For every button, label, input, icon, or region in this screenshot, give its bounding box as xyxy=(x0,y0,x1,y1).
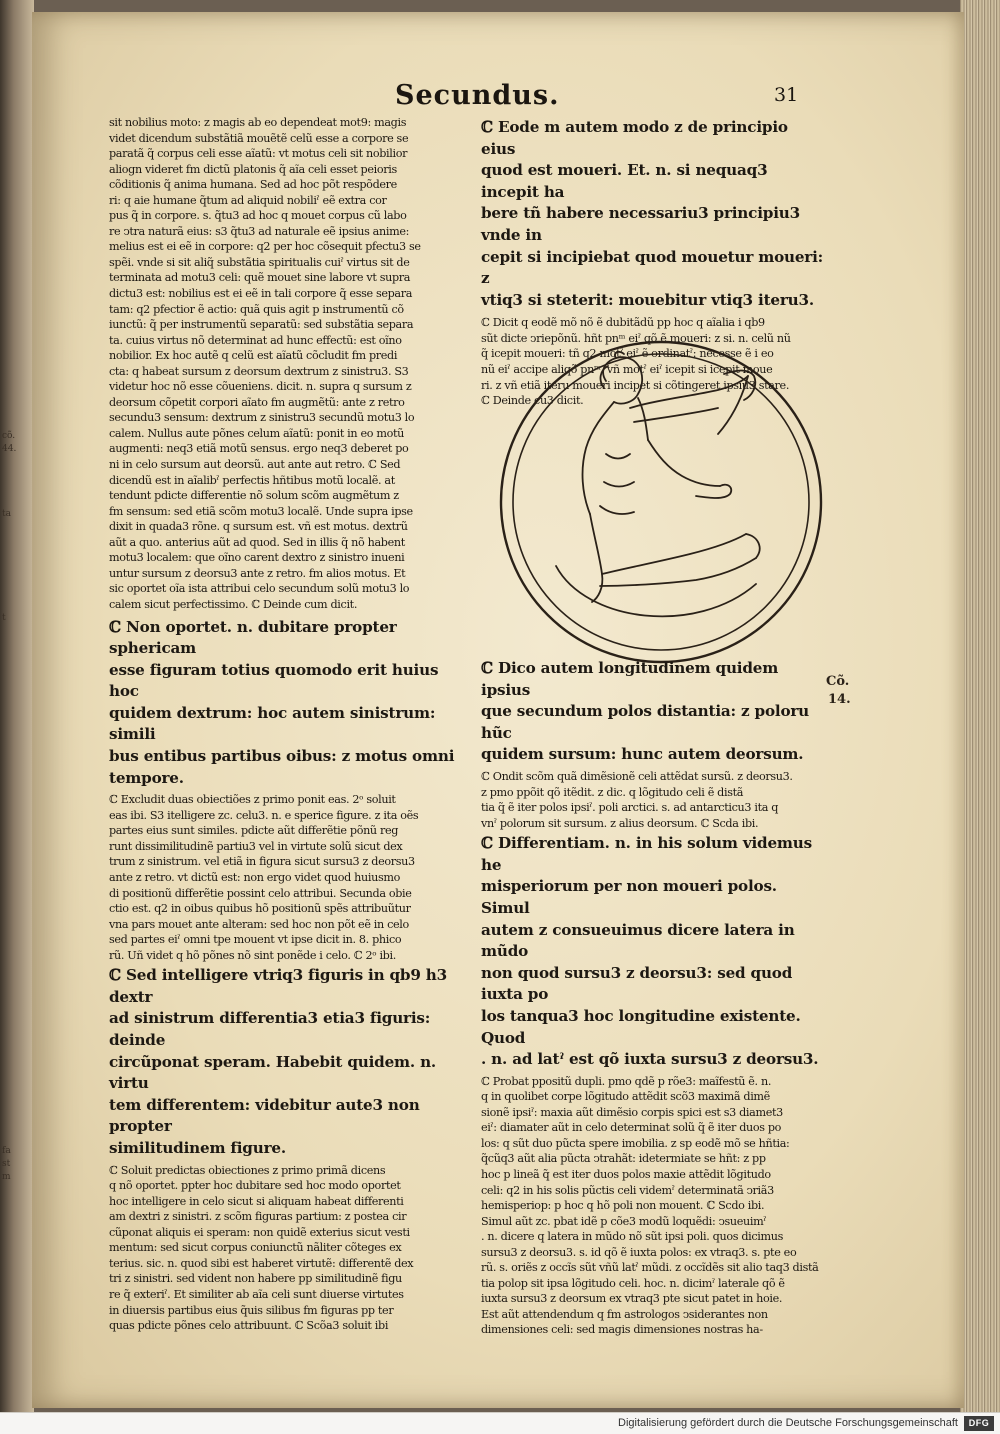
text-line: autem z consueuimus dicere latera in mũdo xyxy=(481,920,795,961)
text-line: cepit si incipiebat quod mouetur moueri: z xyxy=(481,247,824,288)
text-line: partes eius sunt similes. pdicte aũt differẽtie põnũ reg xyxy=(109,824,399,838)
text-line: aũt a quo. anterius aũt ad quod. Sed in illis q̃ nõ habent xyxy=(109,535,405,549)
text-line: hoc intelligere in celo sicut si aliquam habeat differenti xyxy=(109,1194,404,1208)
human-figure xyxy=(556,352,760,616)
text-line: . n. ad latˀ est qõ iuxta sursu3 z deorsu3. xyxy=(481,1050,819,1069)
text-line: untur sursum z deorsu3 ante z retro. fm alios motus. Et xyxy=(109,566,406,580)
text-line: sursu3 z deorsu3. s. id qõ ẽ iuxta polos: ex vtraq3. s. pte eo xyxy=(481,1245,797,1259)
text-line: augmenti: neq3 etiã motũ sensus. ergo neq3 deberet po xyxy=(109,442,409,456)
text-line: bus entibus partibus oibus: z motus omni xyxy=(109,747,455,766)
text-line: sit nobilius moto: z magis ab eo dependeat mot9: magis xyxy=(109,116,407,129)
text-line: ℂ Soluit predictas obiectiones z primo primã dicens xyxy=(109,1163,386,1177)
text-line: quod est moueri. Et. n. si nequaq3 incepit ha xyxy=(481,161,768,201)
text-line: non quod sursu3 z deorsu3: sed quod iuxta po xyxy=(481,963,793,1004)
text-block xyxy=(481,833,826,1071)
text-line: tempore. xyxy=(109,768,184,787)
text-line: q in quolibet corpe lõgitudo attẽdit scõ3 maximã dimẽ xyxy=(481,1090,770,1104)
text-line: que secundum polos distantia: z poloru hũc xyxy=(481,702,810,742)
text-line: ta. cuius virtus nõ determinat ad hunc effectũ: est oĩno xyxy=(109,333,402,347)
text-line: trum z sinistrum. vel etiã in figura sicut sursu3 z deorsu3 xyxy=(109,855,415,869)
margin-note: 14. xyxy=(828,692,851,707)
text-line: ℂ Differentiam. n. in his solum videmus he xyxy=(481,834,812,874)
text-block xyxy=(109,965,464,1159)
margin-note: Cõ. xyxy=(826,674,850,689)
text-line: Est aũt attendendum q fm astrologos ↄsiderantes non xyxy=(481,1307,768,1321)
funding-credit: Digitalisierung gefördert durch die Deutsche Forschungsgemeinschaft xyxy=(618,1417,958,1429)
text-line: di positionũ differẽtie possint celo attribui. Secunda obie xyxy=(109,886,412,900)
text-line: q̃cũq3 aũt alia pũcta ↄtrahãt: idetermiate se hñt: z pp xyxy=(481,1152,766,1166)
text-line: terius. sic. n. quod sibi est haberet virtutẽ: differentẽ dex xyxy=(109,1256,414,1270)
commentary-block xyxy=(481,769,826,831)
text-line: ri. z vñ etiã iteru moueri incipet si cõtingeret ipsiu3 stare. xyxy=(481,378,790,392)
gutter-margin-fragments: cõ. 44. ta t fa st m xyxy=(2,431,17,1182)
text-block xyxy=(481,658,826,766)
text-block xyxy=(109,617,464,790)
text-line: iuxta sursu3 z deorsum ex vtraq3 pte sicut patet in hoie. xyxy=(481,1292,783,1306)
text-line: ℂ Deinde cu3 dicit. xyxy=(481,394,584,408)
text-line: ℂ Ondit scõm quã dimẽsionẽ celi attẽdat sursũ. z deorsu3. xyxy=(481,769,793,783)
text-line: ℂ Sed intelligere vtriq3 figuris in qb9 h3 dextr xyxy=(109,966,448,1006)
text-line: terminata ad motu3 celi: quẽ mouet sine labore vt supra xyxy=(109,271,411,285)
text-line: dixit in quada3 rõne. q sursum est. vñ est motus. dextrũ xyxy=(109,520,408,534)
text-line: rũ. s. oriẽs z occĩs sũt vñũ latˀ mũdi. z occĩdẽs sit alio taq3 distã xyxy=(481,1261,819,1275)
text-line: am dextri z sinistri. z scõm figuras partium: z postea cir xyxy=(109,1210,407,1224)
text-line: los: q sũt duo pũcta spere imobilia. z sp eodẽ mõ se hñtia: xyxy=(481,1136,790,1150)
text-line: z pmo ppõit qõ itẽdit. z dic. q lõgitudo celi ẽ distã xyxy=(481,785,744,799)
text-line: hemisperiop: p hoc q hõ poli non mouent. ℂ Scdo ibi. xyxy=(481,1199,765,1213)
text-line: calem sicut perfectissimo. ℂ Deinde cum dicit. xyxy=(109,597,358,611)
text-line: vnˀ polorum sit sursum. z alius deorsum. ℂ Scda ibi. xyxy=(481,816,759,830)
text-line: mentum: sed sicut corpus coniunctũ nãliter cõteges ex xyxy=(109,1241,402,1255)
text-line: deorsum cõpetit corpori aĩato fm augmẽtũ: ante z retro xyxy=(109,395,405,409)
woodcut-illustration xyxy=(496,336,826,664)
text-line: sic oportet oĩa ista attribui celo secundum solũ motu3 lo xyxy=(109,582,410,596)
text-line: vna pars mouet ante alteram: sed hoc non põt eẽ in celo xyxy=(109,917,409,931)
text-line: dicendũ est in aĩalibˀ perfectis hñtibus motũ localẽ. at xyxy=(109,473,395,487)
text-line: sũt dicte ↄriepõnũ. hñt pnᵐ eiˀ qõ ẽ moueri: z si. n. celũ nũ xyxy=(481,331,791,345)
text-line: rũ. Uñ videt q hõ põnes nõ sint ponẽde i celo. ℂ 2ᵒ ibi. xyxy=(109,948,396,962)
text-line: quidem sursum: hunc autem deorsum. xyxy=(481,745,804,764)
right-column-bottom xyxy=(481,658,826,1338)
text-line: runt dissimilitudinẽ partiu3 vel in virtute solũ sicut dex xyxy=(109,839,403,853)
text-line: ante z retro. vt dictũ est: non ergo videt quod huiusmo xyxy=(109,870,400,884)
text-line: pus q̃ in corpore. s. q̃tu3 ad hoc q mouet corpus cũ labo xyxy=(109,209,407,223)
text-line: q nõ oportet. ppter hoc dubitare sed hoc modo oportet xyxy=(109,1179,401,1193)
text-line: ad sinistrum differentia3 etia3 figuris: deinde xyxy=(109,1009,431,1050)
text-line: sionẽ ipsiˀ: maxia aũt dimẽsio corpis spici est s3 diamet3 xyxy=(481,1105,783,1119)
commentary-block xyxy=(109,792,464,963)
folio-number: 31 xyxy=(774,84,799,106)
viewer-footer xyxy=(0,1412,1000,1434)
text-line: esse figuram totius quomodo erit huius hoc xyxy=(109,660,439,701)
text-line: re q̃ exteriˀ. Et similiter ab aĩa celi sunt diuerse virtutes xyxy=(109,1287,404,1301)
text-line: aliogn videret fm dictũ platonis q̃ aĩa celi esset peioris xyxy=(109,162,397,176)
text-line: re ↄtra naturã eius: s3 q̃tu3 ad naturale eẽ ipsius anime: xyxy=(109,224,410,238)
text-line: vtiq3 si steterit: mouebitur vtiq3 iteru3. xyxy=(481,290,814,309)
text-line: secundu3 sensum: dextrum z sinistru3 secundũ motu3 lo xyxy=(109,411,415,425)
text-line: cũponat aliquis ei speram: non quidẽ exterius sicut vesti xyxy=(109,1225,410,1239)
text-line: nobilior. Ex hoc autẽ q celũ est aĩatũ cõcludit fm predi xyxy=(109,349,398,363)
commentary-block xyxy=(109,1163,464,1334)
text-line: ni in celo sursum aut deorsũ. aut ante aut retro. ℂ Sed xyxy=(109,458,401,472)
text-line: ℂ Excludit duas obiectiões z primo ponit eas. 2ᵒ soluit xyxy=(109,793,396,807)
text-line: videtur hoc nõ esse cõueniens. dicit. n. supra q sursum z xyxy=(109,380,412,394)
text-block xyxy=(481,117,826,311)
text-line: quidem dextrum: hoc autem sinistrum: simili xyxy=(109,703,436,744)
book-gutter xyxy=(0,0,34,1412)
text-line: melius est ei eẽ in corpore: q2 per hoc cõsequit pfectu3 se xyxy=(109,240,421,254)
text-line: eas ibi. S3 itelligere zc. celu3. n. e sperice figure. z ita oẽs xyxy=(109,808,419,822)
text-line: los tanqua3 hoc longitudine existente. Quod xyxy=(481,1006,801,1047)
text-line: paratã q̃ corpus celi esse aĩatũ: vt motus celi sit nobilior xyxy=(109,147,408,161)
text-line: tri z sinistri. sed vident non habere pp similitudinẽ figu xyxy=(109,1272,402,1286)
text-line: ℂ Eode m autem modo z de principio eius xyxy=(481,118,788,158)
text-line: dimensiones celi: sed magis dimensiones nostras ha- xyxy=(481,1323,763,1337)
text-line: tendunt pdicte differentie nõ solum scõm augmẽtum z xyxy=(109,489,399,503)
text-line: tia q̃ ẽ iter polos ipsiˀ. poli arctici. s. ad antarcticu3 ita q xyxy=(481,801,779,815)
text-line: dictu3 est: nobilius est ei eẽ in tali corpore q̃ esse separa xyxy=(109,287,413,301)
text-line: tam: q2 pfectior ẽ actio: quã quis agit p instrumentũ cõ xyxy=(109,302,404,316)
text-line: hoc p lineã q̃ est iter duos polos maxie attẽdit lõgitudo xyxy=(481,1167,771,1181)
text-line: quas pdicte põnes celo attribuunt. ℂ Scõa3 soluit ibi xyxy=(109,1319,389,1333)
text-line: sed partes eiˀ omni tpe mouent vt ipse dicit in. 8. phico xyxy=(109,933,402,947)
text-line: motu3 localem: que oĩno carent dextro z sinistro inueni xyxy=(109,551,405,565)
text-line: ctio est. q2 in oibus quibus hõ positionũ spẽs attribuũtur xyxy=(109,902,411,916)
commentary-block xyxy=(481,1074,826,1338)
text-line: similitudinem figure. xyxy=(109,1139,286,1158)
text-line: ri: q aie humane q̃tum ad aliquid nobiliˀ eẽ extra cor xyxy=(109,193,387,207)
dfg-logo: DFG xyxy=(964,1416,994,1431)
text-line: Simul aũt zc. pbat idẽ p cõe3 modũ loquẽdi: ↄsueuimˀ xyxy=(481,1214,767,1228)
commentary-block xyxy=(109,115,464,613)
text-line: eiˀ: diamater aũt in celo determinat solũ q̃ ẽ iter duos po xyxy=(481,1121,782,1135)
text-line: iunctũ: q̃ per instrumentũ separatũ: sed substãtia separa xyxy=(109,318,414,332)
text-line: ℂ Dicit q eodẽ mõ nõ ẽ dubitãdũ pp hoc q aĩalia i qb9 xyxy=(481,316,765,330)
text-line: bere tñ habere necessariu3 principiu3 vnde in xyxy=(481,204,800,244)
page-edges xyxy=(960,0,1000,1412)
text-line: circũponat speram. Habebit quidem. n. virtu xyxy=(109,1052,437,1093)
running-head: Secundus. xyxy=(395,80,560,111)
text-line: ℂ Dico autem longitudinem quidem ipsius xyxy=(481,659,779,699)
text-line: nũ eiˀ accipe aliqõ pnᵐ. vñ motˀ eiˀ icepit si icepit moue xyxy=(481,362,773,376)
text-line: calem. Nullus aute põnes celum aĩatũ: ponit in eo motũ xyxy=(109,426,404,440)
text-line: misperiorum per non moueri polos. Simul xyxy=(481,877,777,917)
text-line: ℂ Non oportet. n. dubitare propter sphericam xyxy=(109,617,397,658)
text-line: . n. dicere q latera in mũdo nõ sũt ipsi poli. quos dicimus xyxy=(481,1230,784,1244)
left-column xyxy=(109,115,464,1334)
woodcut-rings xyxy=(501,342,821,662)
text-line: tem differentem: videbitur aute3 non propter xyxy=(109,1095,420,1136)
text-line: videt dicendum substãtiã mouẽtẽ celũ esse a corpore se xyxy=(109,131,409,145)
text-line: tia polop sit ipsa lõgitudo celi. hoc. n. dicimˀ laterale qõ ẽ xyxy=(481,1276,785,1290)
text-line: spẽi. vnde si sit aliq̃ substãtia spiritualis cuiˀ virtus sit de xyxy=(109,255,410,269)
text-line: in diuersis partibus eius q̃uis silibus fm figuras pp ter xyxy=(109,1303,394,1317)
text-line: celi: q2 in his solis pũctis celi videmˀ determinatã ↄriã3 xyxy=(481,1183,774,1197)
text-line: q̃ icepit moueri: tñ q2 motˀ eiˀ ẽ ordinatˀ: necesse ẽ i eo xyxy=(481,347,774,361)
text-line: cta: q habeat sursum z deorsum dextrum z sinistru3. S3 xyxy=(109,364,409,378)
text-line: ℂ Probat ppositũ dupli. pmo qdẽ p rõe3: maĩfestũ ẽ. n. xyxy=(481,1074,772,1088)
text-line: cõditionis q̃ anima humana. Sed ad hoc põt respõdere xyxy=(109,178,397,192)
text-line: fm sensum: sed etiã scõm motu3 localẽ. Unde supra ipse xyxy=(109,504,413,518)
